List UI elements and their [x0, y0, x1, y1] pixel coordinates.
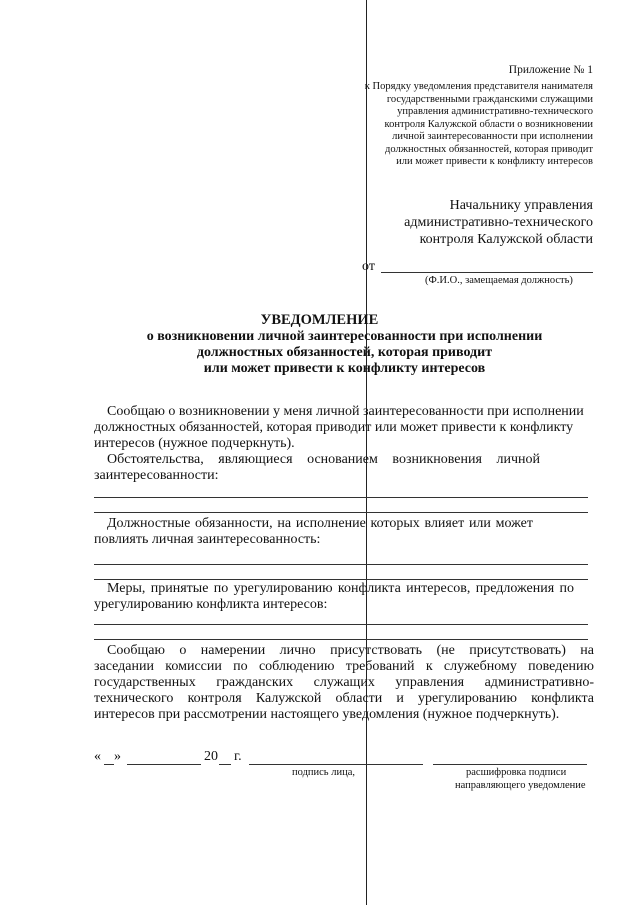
from-label: от	[362, 259, 375, 274]
fill-line[interactable]	[94, 497, 588, 498]
body-line: Должностные обязанности, на исполнение которых влияет или может	[107, 516, 533, 531]
from-field-line[interactable]	[381, 272, 593, 273]
from-hint: (Ф.И.О., замещаемая должность)	[425, 275, 573, 286]
appendix-number: Приложение № 1	[508, 64, 593, 76]
body-line: повлиять личная заинтересованность:	[94, 532, 321, 547]
fill-line[interactable]	[94, 579, 588, 580]
body-line: интересов (нужное подчеркнуть).	[94, 436, 295, 451]
decode-label: расшифровка подписи	[466, 767, 567, 778]
body-line: заинтересованности:	[94, 468, 219, 483]
body-line: интересов при рассмотрении настоящего уведомления (нужное подчеркнуть).	[94, 707, 560, 722]
appendix-line: к Порядку уведомления представителя нанимателя	[364, 81, 593, 92]
addressee-line: административно-технического	[404, 215, 593, 230]
date-year-prefix: 20	[204, 749, 218, 764]
title-line: о возникновении личной заинтересованности при исполнении	[146, 329, 543, 344]
body-line: Обстоятельства, являющиеся основанием возникновения личной	[107, 452, 540, 467]
title-heading: УВЕДОМЛЕНИЕ	[260, 312, 379, 328]
date-year-line[interactable]	[219, 764, 231, 765]
body-line: заседании комиссии по соблюдению требований к служебному поведению	[94, 659, 594, 674]
date-month-line[interactable]	[127, 764, 201, 765]
appendix-line: должностных обязанностей, которая приводит	[385, 143, 593, 155]
title-line: должностных обязанностей, которая приводит	[196, 345, 493, 360]
fill-line[interactable]	[94, 512, 588, 513]
appendix-line: контроля Калужской области о возникновении	[384, 118, 593, 130]
fill-line[interactable]	[94, 564, 588, 565]
body-line: урегулированию конфликта интересов:	[94, 597, 328, 612]
body-line: Сообщаю о возникновении у меня личной заинтересованности при исполнении	[107, 404, 584, 419]
title-line: или может привести к конфликту интересов	[203, 361, 486, 376]
decode-label: направляющего уведомление	[455, 780, 586, 791]
body-line: Сообщаю о намерении лично присутствовать (не присутствовать) на	[107, 643, 594, 658]
fill-line[interactable]	[94, 639, 588, 640]
body-line: технического контроля Калужской области и урегулированию конфликта	[94, 691, 594, 706]
date-day-line[interactable]	[104, 764, 114, 765]
appendix-line: личной заинтересованности при исполнении	[392, 131, 593, 142]
date-quote-close: »	[114, 749, 121, 764]
decode-line[interactable]	[433, 764, 587, 765]
appendix-line: или может привести к конфликту интересов	[396, 156, 593, 167]
date-year-suffix: г.	[234, 749, 242, 764]
addressee-line: Начальнику управления	[449, 198, 593, 213]
body-line: должностных обязанностей, которая приводит или может привести к конфликту	[94, 420, 574, 435]
appendix-line: государственными гражданскими служащими	[386, 93, 593, 105]
body-line: Меры, принятые по урегулированию конфликта интересов, предложения по	[107, 581, 574, 596]
date-quote-open: «	[94, 749, 101, 764]
addressee-line: контроля Калужской области	[419, 232, 593, 247]
signature-label: подпись лица,	[292, 767, 355, 778]
appendix-line: управления административно-технического	[397, 106, 593, 117]
body-line: государственных гражданских служащих управления административно-	[94, 675, 594, 690]
fill-line[interactable]	[94, 624, 588, 625]
signature-line[interactable]	[249, 764, 423, 765]
